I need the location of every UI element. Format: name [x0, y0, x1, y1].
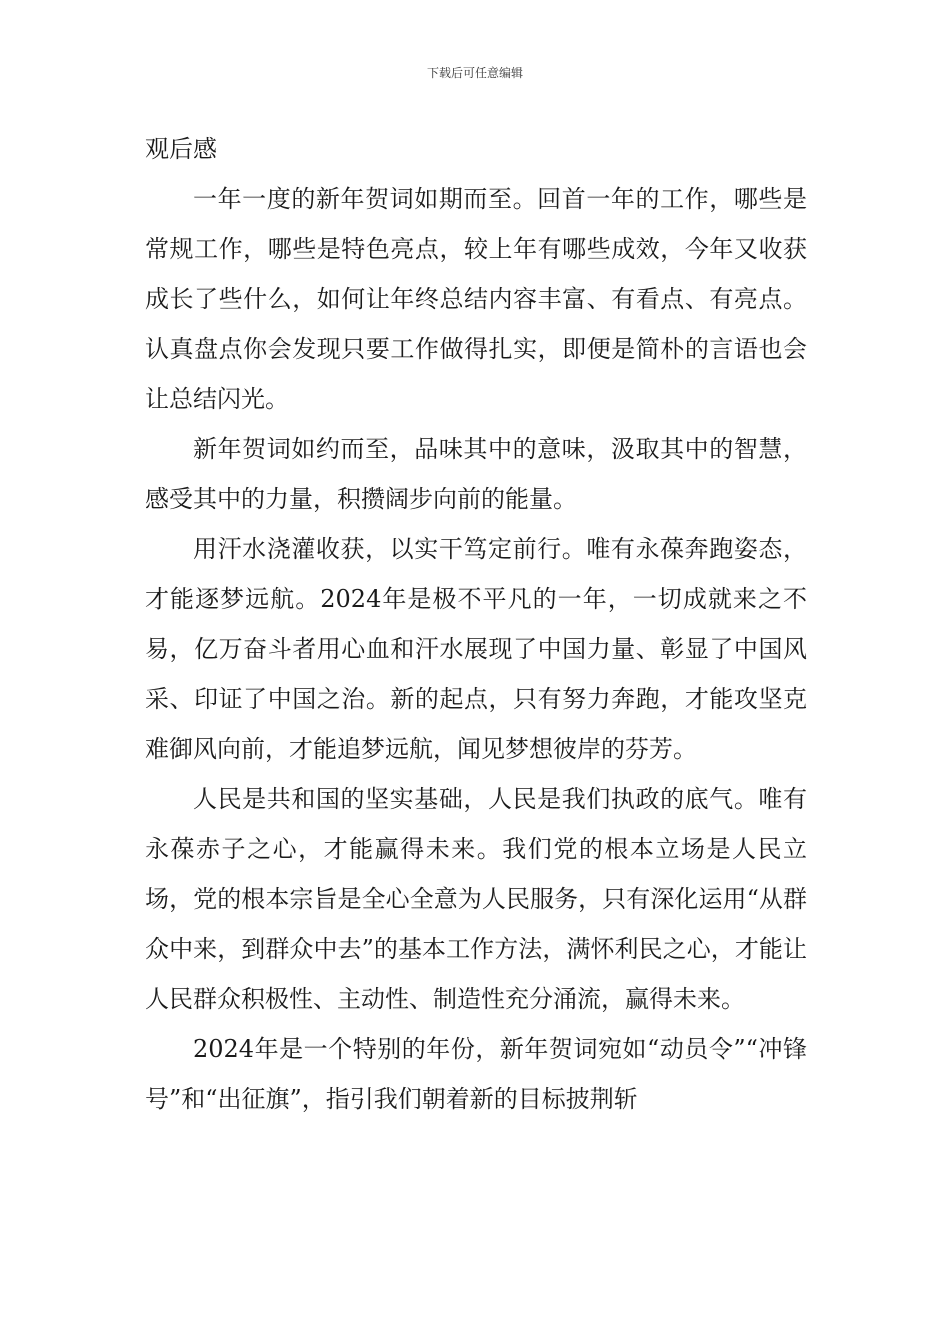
paragraph: 新年贺词如约而至，品味其中的意味，汲取其中的智慧，感受其中的力量，积攒阔步向前的能量。 — [145, 435, 807, 513]
paragraph: 2024年是一个特别的年份，新年贺词宛如“动员令”“冲锋号”和“出征旗”，指引我们朝着新的目标披荆斩 — [145, 1035, 807, 1113]
page-header-note: 下载后可任意编辑 — [426, 66, 523, 80]
paragraph: 用汗水浇灌收获，以实干笃定前行。唯有永葆奔跑姿态，才能逐梦远航。2024年是极不平凡的一年，一切成就来之不易，亿万奋斗者用心血和汗水展现了中国力量、彰显了中国风采、印证了中国之治。新的起点，只有努力奔跑，才能攻坚克难御风向前，才能追梦远航，闻见梦想彼岸的芬芳。 — [145, 535, 807, 763]
document-body — [145, 124, 807, 1124]
paragraph: 人民是共和国的坚实基础，人民是我们执政的底气。唯有永葆赤子之心，才能赢得未来。我们党的根本立场是人民立场，党的根本宗旨是全心全意为人民服务，只有深化运用“从群众中来，到群众中去”的基本工作方法，满怀利民之心，才能让人民群众积极性、主动性、制造性充分涌流，赢得未来。 — [145, 785, 807, 1013]
document-title: 观后感 — [145, 135, 217, 163]
paragraph: 一年一度的新年贺词如期而至。回首一年的工作，哪些是常规工作，哪些是特色亮点，较上年有哪些成效，今年又收获成长了些什么，如何让年终总结内容丰富、有看点、有亮点。认真盘点你会发现只要工作做得扎实，即便是简朴的言语也会让总结闪光。 — [145, 185, 807, 413]
